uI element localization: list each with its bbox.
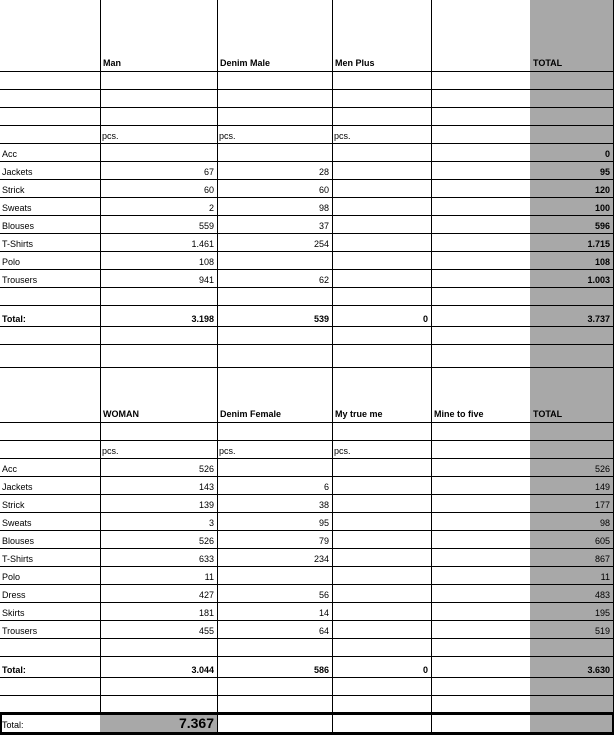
men-row-label[interactable]: Sweats xyxy=(0,198,101,216)
men-blank-row-cell[interactable] xyxy=(530,72,614,90)
men-header-3[interactable] xyxy=(431,0,531,72)
women-row-value[interactable]: 526 xyxy=(100,459,218,477)
women-row-value[interactable]: 427 xyxy=(100,585,218,603)
men-row-value[interactable]: 559 xyxy=(100,216,218,234)
gap-cell[interactable] xyxy=(530,678,614,696)
gap-cell[interactable] xyxy=(530,696,614,713)
men-row-value[interactable]: 37 xyxy=(217,216,333,234)
gap-cell[interactable] xyxy=(217,327,333,345)
women-row-value[interactable] xyxy=(332,549,432,567)
women-blank-row-cell[interactable] xyxy=(0,423,101,441)
men-row-label[interactable]: Jackets xyxy=(0,162,101,180)
grand-total-blank[interactable] xyxy=(431,713,531,733)
men-units-3[interactable] xyxy=(431,126,531,144)
men-units-4[interactable] xyxy=(530,126,614,144)
women-row-value[interactable]: 149 xyxy=(530,477,614,495)
women-row-value[interactable]: 56 xyxy=(217,585,333,603)
men-row-value[interactable] xyxy=(431,216,531,234)
gap-cell[interactable] xyxy=(100,696,218,713)
men-row-value[interactable]: 1.003 xyxy=(530,270,614,288)
men-total-label[interactable]: Total: xyxy=(0,306,101,327)
men-header-0[interactable]: Man xyxy=(100,0,218,72)
women-row-label[interactable]: T-Shirts xyxy=(0,549,101,567)
men-total-value[interactable]: 3.737 xyxy=(530,306,614,327)
grand-total-value[interactable]: 7.367 xyxy=(100,713,218,733)
men-row-value[interactable] xyxy=(332,216,432,234)
women-spacer-cell[interactable] xyxy=(217,639,333,657)
gap-cell[interactable] xyxy=(431,327,531,345)
women-header-blank[interactable] xyxy=(0,368,101,423)
women-row-value[interactable]: 143 xyxy=(100,477,218,495)
women-row-label[interactable]: Dress xyxy=(0,585,101,603)
women-row-value[interactable] xyxy=(332,567,432,585)
men-row-value[interactable]: 0 xyxy=(530,144,614,162)
women-units-3[interactable] xyxy=(431,441,531,459)
women-row-label[interactable]: Skirts xyxy=(0,603,101,621)
men-blank-row-cell[interactable] xyxy=(100,108,218,126)
men-row-value[interactable] xyxy=(332,198,432,216)
women-row-value[interactable]: 177 xyxy=(530,495,614,513)
women-row-value[interactable] xyxy=(332,603,432,621)
men-spacer-cell[interactable] xyxy=(530,288,614,306)
women-row-value[interactable] xyxy=(431,549,531,567)
women-row-value[interactable] xyxy=(332,513,432,531)
men-row-value[interactable]: 108 xyxy=(530,252,614,270)
women-spacer-cell[interactable] xyxy=(332,639,432,657)
men-blank-row-cell[interactable] xyxy=(0,90,101,108)
women-row-value[interactable] xyxy=(431,621,531,639)
men-row-value[interactable]: 941 xyxy=(100,270,218,288)
gap-cell[interactable] xyxy=(100,345,218,368)
women-row-value[interactable] xyxy=(431,495,531,513)
women-blank-row-cell[interactable] xyxy=(332,423,432,441)
men-spacer-cell[interactable] xyxy=(100,288,218,306)
gap-cell[interactable] xyxy=(0,696,101,713)
women-row-value[interactable]: 11 xyxy=(530,567,614,585)
men-row-value[interactable] xyxy=(431,270,531,288)
women-row-value[interactable]: 867 xyxy=(530,549,614,567)
men-blank-row-cell[interactable] xyxy=(100,90,218,108)
men-row-value[interactable] xyxy=(431,180,531,198)
women-spacer-cell[interactable] xyxy=(431,639,531,657)
women-row-label[interactable]: Blouses xyxy=(0,531,101,549)
men-row-value[interactable] xyxy=(332,180,432,198)
men-row-value[interactable] xyxy=(431,198,531,216)
men-row-value[interactable]: 67 xyxy=(100,162,218,180)
men-row-value[interactable] xyxy=(332,270,432,288)
women-row-value[interactable]: 519 xyxy=(530,621,614,639)
women-row-label[interactable]: Acc xyxy=(0,459,101,477)
gap-cell[interactable] xyxy=(431,696,531,713)
men-total-value[interactable]: 3.198 xyxy=(100,306,218,327)
women-row-value[interactable]: 455 xyxy=(100,621,218,639)
men-spacer-cell[interactable] xyxy=(332,288,432,306)
women-row-value[interactable] xyxy=(332,459,432,477)
women-row-value[interactable] xyxy=(217,459,333,477)
men-row-value[interactable] xyxy=(332,252,432,270)
women-header-4[interactable]: TOTAL xyxy=(530,368,614,423)
men-blank-row-cell[interactable] xyxy=(431,108,531,126)
men-header-1[interactable]: Denim Male xyxy=(217,0,333,72)
men-blank-row-cell[interactable] xyxy=(332,90,432,108)
men-row-value[interactable] xyxy=(332,234,432,252)
women-row-value[interactable] xyxy=(332,621,432,639)
gap-cell[interactable] xyxy=(0,345,101,368)
women-blank-row-cell[interactable] xyxy=(217,423,333,441)
gap-cell[interactable] xyxy=(332,678,432,696)
men-row-value[interactable]: 95 xyxy=(530,162,614,180)
women-row-label[interactable]: Strick xyxy=(0,495,101,513)
women-total-label[interactable]: Total: xyxy=(0,657,101,678)
women-row-label[interactable]: Polo xyxy=(0,567,101,585)
men-header-4[interactable]: TOTAL xyxy=(530,0,614,72)
gap-cell[interactable] xyxy=(431,678,531,696)
women-units-2[interactable]: pcs. xyxy=(332,441,432,459)
women-row-value[interactable]: 11 xyxy=(100,567,218,585)
women-row-value[interactable] xyxy=(332,495,432,513)
women-row-value[interactable]: 633 xyxy=(100,549,218,567)
men-spacer-cell[interactable] xyxy=(0,288,101,306)
men-blank-row-cell[interactable] xyxy=(332,72,432,90)
women-units-0[interactable]: pcs. xyxy=(100,441,218,459)
women-row-value[interactable] xyxy=(332,531,432,549)
men-total-value[interactable] xyxy=(431,306,531,327)
men-row-value[interactable]: 1.461 xyxy=(100,234,218,252)
men-row-value[interactable]: 2 xyxy=(100,198,218,216)
gap-cell[interactable] xyxy=(332,345,432,368)
women-header-1[interactable]: Denim Female xyxy=(217,368,333,423)
women-total-value[interactable]: 586 xyxy=(217,657,333,678)
men-units-0[interactable]: pcs. xyxy=(100,126,218,144)
men-blank-row-cell[interactable] xyxy=(530,108,614,126)
men-spacer-cell[interactable] xyxy=(217,288,333,306)
women-row-label[interactable]: Sweats xyxy=(0,513,101,531)
women-row-value[interactable]: 79 xyxy=(217,531,333,549)
women-header-0[interactable]: WOMAN xyxy=(100,368,218,423)
men-blank-row-cell[interactable] xyxy=(332,108,432,126)
men-row-value[interactable]: 98 xyxy=(217,198,333,216)
gap-cell[interactable] xyxy=(530,345,614,368)
men-row-value[interactable]: 120 xyxy=(530,180,614,198)
men-row-label[interactable]: Polo xyxy=(0,252,101,270)
women-header-2[interactable]: My true me xyxy=(332,368,432,423)
women-row-value[interactable]: 14 xyxy=(217,603,333,621)
women-row-value[interactable]: 483 xyxy=(530,585,614,603)
women-row-label[interactable]: Trousers xyxy=(0,621,101,639)
men-blank-row-cell[interactable] xyxy=(431,72,531,90)
gap-cell[interactable] xyxy=(217,678,333,696)
men-row-value[interactable] xyxy=(217,252,333,270)
women-blank-row-cell[interactable] xyxy=(530,423,614,441)
men-units-2[interactable]: pcs. xyxy=(332,126,432,144)
men-row-value[interactable] xyxy=(332,144,432,162)
grand-total-blank[interactable] xyxy=(217,713,333,733)
men-blank-row-cell[interactable] xyxy=(217,72,333,90)
women-header-3[interactable]: Mine to five xyxy=(431,368,531,423)
men-spacer-cell[interactable] xyxy=(431,288,531,306)
women-total-value[interactable]: 3.630 xyxy=(530,657,614,678)
men-row-value[interactable]: 108 xyxy=(100,252,218,270)
women-total-value[interactable]: 0 xyxy=(332,657,432,678)
women-row-label[interactable]: Jackets xyxy=(0,477,101,495)
men-row-value[interactable] xyxy=(431,144,531,162)
men-row-value[interactable] xyxy=(332,162,432,180)
men-blank-row-cell[interactable] xyxy=(0,108,101,126)
gap-cell[interactable] xyxy=(530,327,614,345)
men-row-label[interactable]: T-Shirts xyxy=(0,234,101,252)
women-row-value[interactable] xyxy=(431,477,531,495)
women-row-value[interactable] xyxy=(217,567,333,585)
men-header-blank[interactable] xyxy=(0,0,101,72)
women-spacer-cell[interactable] xyxy=(530,639,614,657)
men-row-value[interactable] xyxy=(100,144,218,162)
women-row-value[interactable] xyxy=(431,531,531,549)
men-total-value[interactable]: 539 xyxy=(217,306,333,327)
women-total-value[interactable]: 3.044 xyxy=(100,657,218,678)
gap-cell[interactable] xyxy=(332,327,432,345)
women-blank-row-cell[interactable] xyxy=(431,423,531,441)
men-blank-row-cell[interactable] xyxy=(530,90,614,108)
women-spacer-cell[interactable] xyxy=(0,639,101,657)
men-row-value[interactable]: 60 xyxy=(100,180,218,198)
women-row-value[interactable] xyxy=(332,585,432,603)
women-units-blank[interactable] xyxy=(0,441,101,459)
men-units-blank[interactable] xyxy=(0,126,101,144)
women-row-value[interactable]: 3 xyxy=(100,513,218,531)
gap-cell[interactable] xyxy=(332,696,432,713)
grand-total-blank[interactable] xyxy=(530,713,614,733)
men-row-value[interactable]: 596 xyxy=(530,216,614,234)
women-row-value[interactable] xyxy=(431,513,531,531)
gap-cell[interactable] xyxy=(0,678,101,696)
gap-cell[interactable] xyxy=(217,345,333,368)
men-header-2[interactable]: Men Plus xyxy=(332,0,432,72)
men-row-value[interactable]: 28 xyxy=(217,162,333,180)
women-row-value[interactable] xyxy=(431,585,531,603)
men-blank-row-cell[interactable] xyxy=(217,90,333,108)
women-blank-row-cell[interactable] xyxy=(100,423,218,441)
men-row-value[interactable]: 60 xyxy=(217,180,333,198)
women-row-value[interactable]: 95 xyxy=(217,513,333,531)
women-row-value[interactable]: 98 xyxy=(530,513,614,531)
women-row-value[interactable]: 195 xyxy=(530,603,614,621)
women-row-value[interactable] xyxy=(431,459,531,477)
men-row-value[interactable]: 254 xyxy=(217,234,333,252)
gap-cell[interactable] xyxy=(0,327,101,345)
women-row-value[interactable]: 64 xyxy=(217,621,333,639)
men-row-value[interactable] xyxy=(217,144,333,162)
women-units-1[interactable]: pcs. xyxy=(217,441,333,459)
men-row-label[interactable]: Strick xyxy=(0,180,101,198)
men-row-label[interactable]: Blouses xyxy=(0,216,101,234)
women-row-value[interactable]: 6 xyxy=(217,477,333,495)
men-row-label[interactable]: Trousers xyxy=(0,270,101,288)
grand-total-blank[interactable] xyxy=(332,713,432,733)
men-row-value[interactable] xyxy=(431,252,531,270)
women-row-value[interactable]: 526 xyxy=(530,459,614,477)
men-row-value[interactable] xyxy=(431,162,531,180)
women-row-value[interactable]: 234 xyxy=(217,549,333,567)
men-units-1[interactable]: pcs. xyxy=(217,126,333,144)
men-blank-row-cell[interactable] xyxy=(217,108,333,126)
men-row-label[interactable]: Acc xyxy=(0,144,101,162)
men-blank-row-cell[interactable] xyxy=(100,72,218,90)
gap-cell[interactable] xyxy=(100,678,218,696)
women-row-value[interactable] xyxy=(332,477,432,495)
gap-cell[interactable] xyxy=(100,327,218,345)
men-row-value[interactable] xyxy=(431,234,531,252)
gap-cell[interactable] xyxy=(431,345,531,368)
women-row-value[interactable]: 605 xyxy=(530,531,614,549)
women-row-value[interactable] xyxy=(431,567,531,585)
women-units-4[interactable] xyxy=(530,441,614,459)
men-total-value[interactable]: 0 xyxy=(332,306,432,327)
women-spacer-cell[interactable] xyxy=(100,639,218,657)
men-blank-row-cell[interactable] xyxy=(431,90,531,108)
men-blank-row-cell[interactable] xyxy=(0,72,101,90)
women-row-value[interactable]: 38 xyxy=(217,495,333,513)
gap-cell[interactable] xyxy=(217,696,333,713)
women-row-value[interactable]: 139 xyxy=(100,495,218,513)
women-row-value[interactable]: 181 xyxy=(100,603,218,621)
women-row-value[interactable] xyxy=(431,603,531,621)
women-total-value[interactable] xyxy=(431,657,531,678)
men-row-value[interactable]: 100 xyxy=(530,198,614,216)
grand-total-label[interactable]: Total: xyxy=(0,713,101,733)
men-row-value[interactable]: 62 xyxy=(217,270,333,288)
men-row-value[interactable]: 1.715 xyxy=(530,234,614,252)
women-row-value[interactable]: 526 xyxy=(100,531,218,549)
